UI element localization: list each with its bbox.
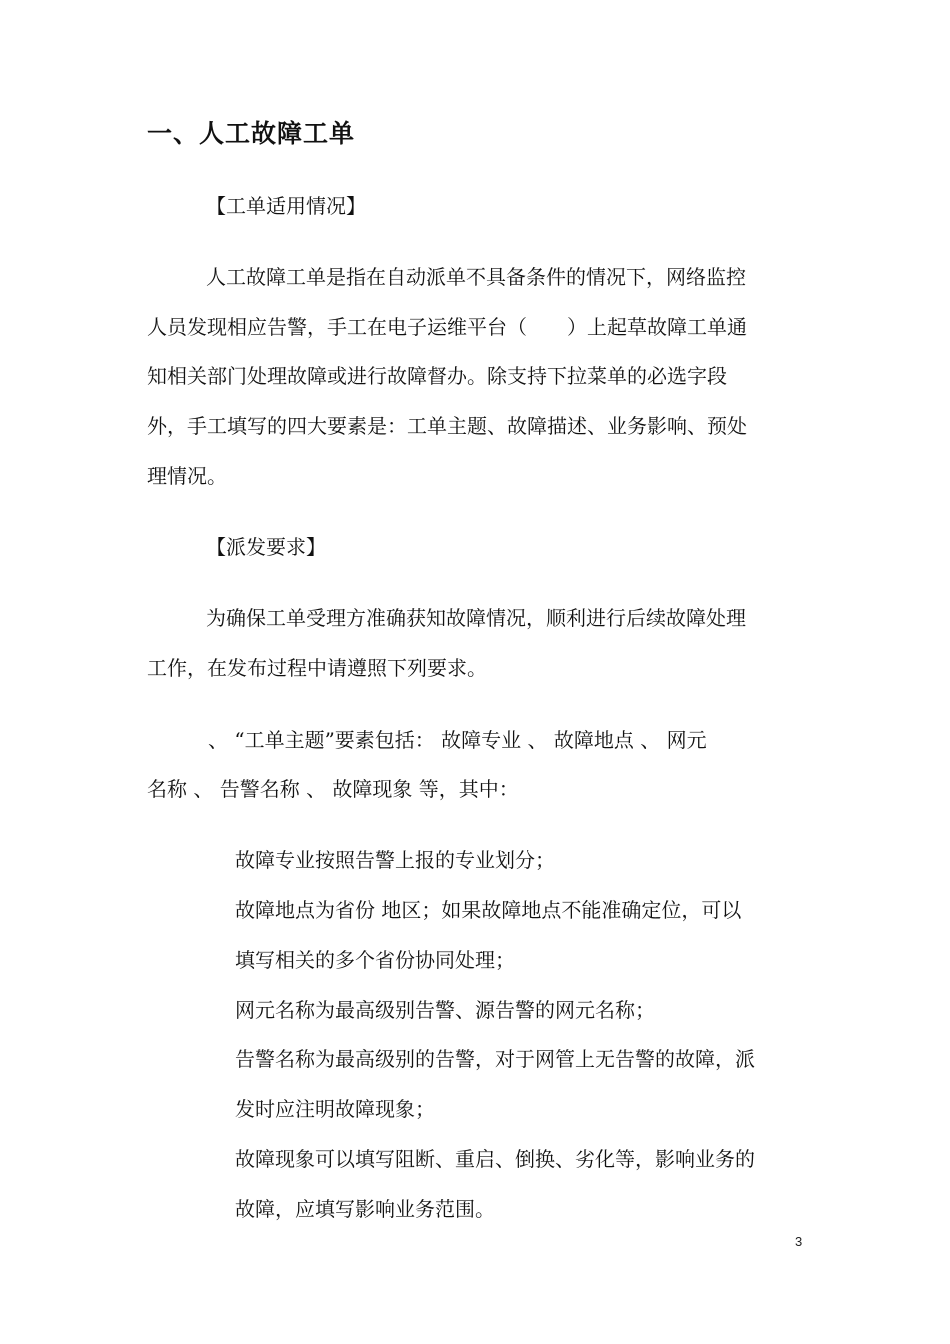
sub-item-line: 网元名称为最高级别告警、源告警的网元名称； <box>235 998 655 1022</box>
section-heading: 一、人工故障工单 <box>147 119 356 148</box>
sub-item-line: 故障地点为省份 地区；如果故障地点不能准确定位，可以 <box>235 898 742 922</box>
sub-item-line: 发时应注明故障现象； <box>235 1097 435 1121</box>
sub-item-line: 故障，应填写影响业务范围。 <box>235 1197 495 1221</box>
page-number: 3 <box>795 1234 803 1249</box>
sub-item-line: 故障现象可以填写阻断、重启、倒换、劣化等，影响业务的 <box>235 1147 755 1171</box>
sub-item-line: 故障专业按照告警上报的专业划分； <box>235 848 555 872</box>
applicable-situation-title: 【工单适用情况】 <box>206 194 366 218</box>
paragraph-line: 外，手工填写的四大要素是：工单主题、故障描述、业务影响、预处 <box>147 414 747 438</box>
paragraph-line: 人员发现相应告警，手工在电子运维平台（ ）上起草故障工单通 <box>147 315 747 339</box>
sub-item-line: 填写相关的多个省份协同处理； <box>235 948 515 972</box>
intro-line: 工作，在发布过程中请遵照下列要求。 <box>147 656 487 680</box>
paragraph-line: 知相关部门处理故障或进行故障督办。除支持下拉菜单的必选字段 <box>147 364 727 388</box>
dispatch-requirements-title: 【派发要求】 <box>206 535 326 559</box>
paragraph-line: 理情况。 <box>147 464 227 488</box>
paragraph-line: 人工故障工单是指在自动派单不具备条件的情况下，网络监控 <box>206 265 746 289</box>
item-line: 、 “工单主题”要素包括： 故障专业 、 故障地点 、 网元 <box>208 728 707 752</box>
item-line: 名称 、 告警名称 、 故障现象 等，其中： <box>147 777 519 801</box>
sub-item-line: 告警名称为最高级别的告警，对于网管上无告警的故障，派 <box>235 1047 755 1071</box>
intro-line: 为确保工单受理方准确获知故障情况，顺利进行后续故障处理 <box>206 606 746 630</box>
